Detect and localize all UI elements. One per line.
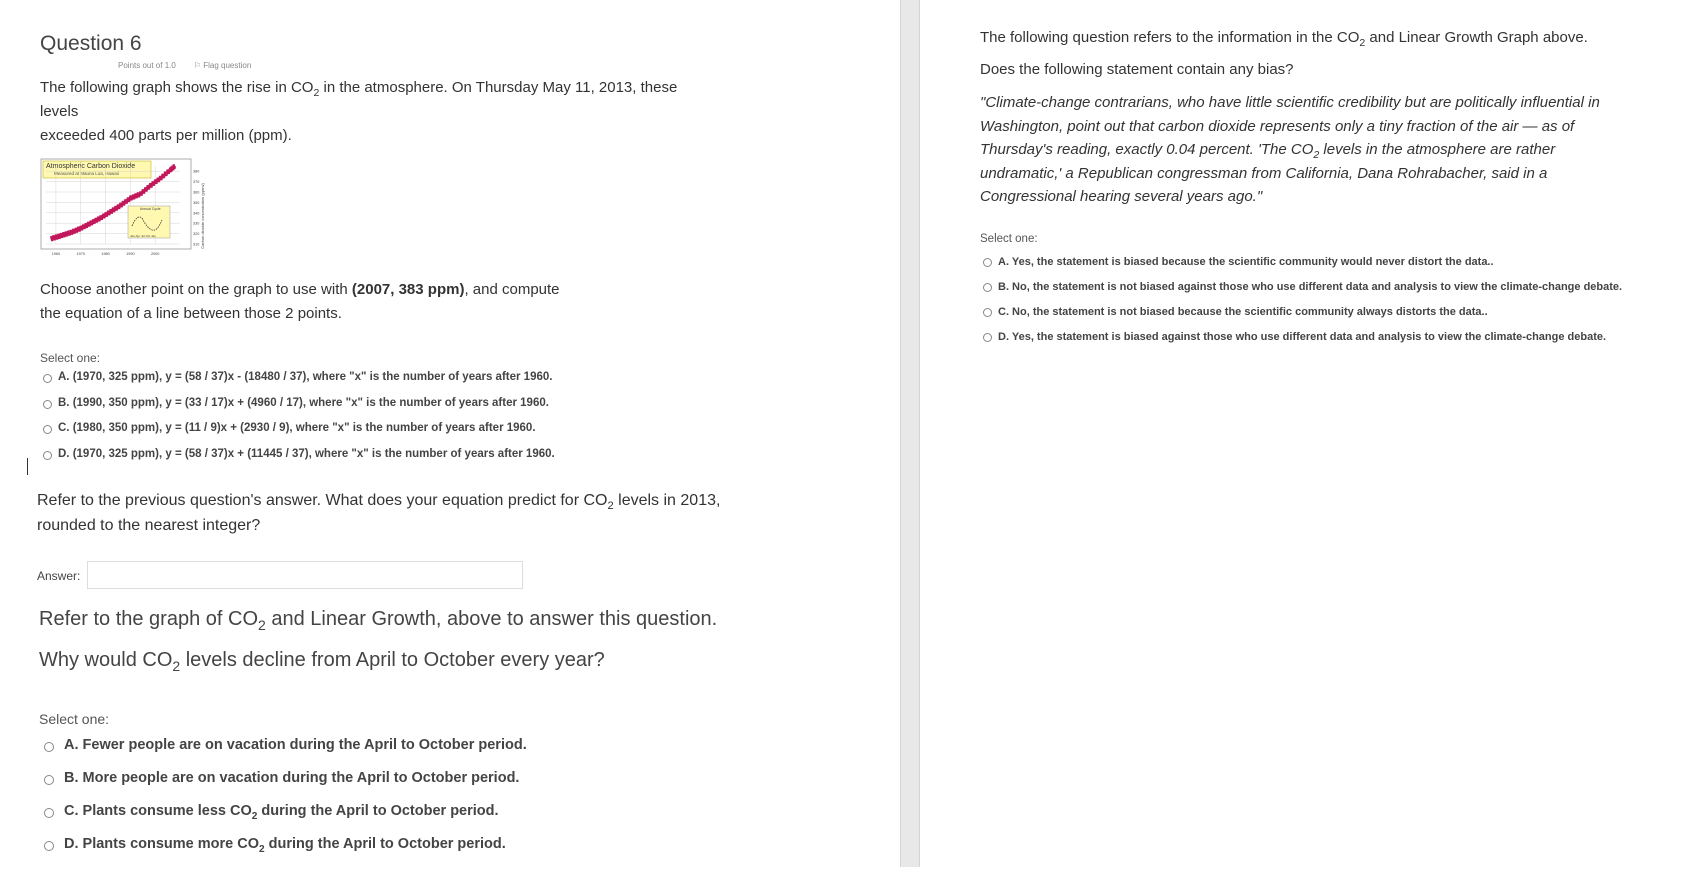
option-label <box>64 737 527 753</box>
intro-sub: 2 <box>313 87 320 99</box>
decline-l1-pre: Refer to the graph of CO <box>39 608 259 630</box>
x-tick-label: 1960 <box>51 252 61 256</box>
decline-l2-sub: 2 <box>172 658 181 674</box>
y-tick-labels <box>193 170 199 247</box>
bias-option-b[interactable] <box>983 279 1663 296</box>
option-label <box>58 422 536 434</box>
bias-option-c[interactable] <box>983 304 1663 321</box>
intro-text-2: in the atmosphere. On Thursday May 11, 2013, these levels <box>40 79 678 120</box>
y-tick-label: 340 <box>193 211 200 216</box>
eq-text-1: Refer to the previous question's answer. What does your equation predict for CO <box>37 492 608 509</box>
y-tick-label: 330 <box>193 221 200 226</box>
decline-option-d[interactable] <box>44 836 527 869</box>
option-text: during the April to October period. <box>257 803 499 819</box>
bias-option-d[interactable] <box>983 329 1663 346</box>
flag-label: Flag question <box>203 61 252 70</box>
y-tick-label: 370 <box>193 180 200 185</box>
x-tick-label: 2000 <box>150 252 160 256</box>
equation-question <box>37 488 737 538</box>
radio-button[interactable] <box>43 374 52 383</box>
bias-quote <box>980 91 1630 209</box>
decline-question-line2 <box>39 648 799 673</box>
option-text: B. More people are on vacation during the April to October period. <box>64 770 520 786</box>
flag-question-link[interactable] <box>194 61 251 70</box>
decline-options <box>44 737 527 869</box>
option-sub: 2 <box>259 843 265 855</box>
co2-chart-svg <box>40 158 208 262</box>
option-label <box>998 279 1622 296</box>
decline-l2-pre: Why would CO <box>39 649 173 671</box>
option-text: D. Yes, the statement is biased against those who use different data and analysis to view the climate-change debate. <box>998 331 1607 343</box>
intro-text-3: exceeded 400 parts per million (ppm). <box>40 127 292 144</box>
radio-button[interactable] <box>43 425 52 434</box>
decline-option-b[interactable] <box>44 770 527 803</box>
question-title: Question 6 <box>40 32 142 55</box>
select-one-label-bias: Select one: <box>980 233 1038 245</box>
prompt-text-1: Choose another point on the graph to use with <box>40 281 352 298</box>
decline-l2-post: levels decline from April to October every year? <box>180 649 605 671</box>
x-tick-label: 1970 <box>76 252 85 256</box>
option-label <box>64 770 519 786</box>
y-tick-label: 350 <box>193 200 200 205</box>
select-one-label-decline: Select one: <box>39 711 110 727</box>
prompt-text-2: , and compute the equation of a line between those 2 points. <box>40 281 560 322</box>
prompt-bold: (2007, 383 ppm) <box>351 281 465 298</box>
radio-button[interactable] <box>983 283 992 292</box>
option-label <box>64 836 506 855</box>
intro-text-1: The following graph shows the rise in CO <box>40 79 314 96</box>
option-text: during the April to October period. <box>264 836 506 852</box>
option-label <box>58 397 549 409</box>
x-tick-labels <box>52 252 160 256</box>
quote-sub: 2 <box>1313 149 1320 161</box>
eq-text-2: levels in 2013, rounded to the nearest integer? <box>37 492 721 534</box>
bias-l1-pre: The following question refers to the information in the CO <box>980 29 1360 46</box>
bias-l1-sub: 2 <box>1359 37 1366 49</box>
radio-button[interactable] <box>983 333 992 342</box>
option-label <box>58 371 552 383</box>
flag-icon: ⚐ <box>193 61 201 70</box>
radio-button[interactable] <box>44 841 54 851</box>
bias-option-a[interactable] <box>983 254 1663 271</box>
option-label <box>998 254 1494 271</box>
radio-button[interactable] <box>983 308 992 317</box>
eq-sub: 2 <box>607 500 614 513</box>
decline-option-c[interactable] <box>44 803 527 836</box>
right-pane <box>920 0 1685 867</box>
question-prompt <box>40 278 560 326</box>
y-tick-label: 380 <box>193 169 200 174</box>
inset-title: Annual Cycle <box>140 207 161 211</box>
bias-l1-post: and Linear Growth Graph above. <box>1365 29 1588 46</box>
quote-post: levels in the atmosphere are rather undramatic,' a Republican congressman from California, Dana Rohrabacher, said in a Congressional hearing several years ago." <box>980 141 1556 205</box>
chart-title: Atmospheric Carbon Dioxide <box>46 163 136 170</box>
option-text: B. (1990, 350 ppm), y = (33 / 17)x + (4960 / 17), where "x" is the number of years after 1960. <box>58 396 549 409</box>
annual-cycle-inset <box>128 206 170 238</box>
q6-option-a[interactable] <box>43 371 555 397</box>
y-axis-label: Carbon dioxide concentration (ppmv) <box>200 183 205 249</box>
question-intro <box>40 76 680 148</box>
quote-pre: "Climate-change contrarians, who have little scientific credibility but are politically influential in Washington, point out that carbon dioxide represents only a tiny fraction of the air — as of Thursday's reading, exactly 0.04 percent. 'The CO <box>980 94 1600 158</box>
inset-months: Jan Apr Jul Oct Jan <box>130 234 157 238</box>
radio-button[interactable] <box>44 775 54 785</box>
option-text: C. No, the statement is not biased because the scientific community always distorts the data.. <box>998 306 1488 318</box>
decline-option-a[interactable] <box>44 737 527 770</box>
y-tick-label: 320 <box>193 232 200 237</box>
co2-chart <box>40 158 208 262</box>
option-text: A. (1970, 325 ppm), y = (58 / 37)x - (18480 / 37), where "x" is the number of years after 1960. <box>58 371 553 383</box>
q6-option-b[interactable] <box>43 397 555 423</box>
option-label <box>998 329 1606 346</box>
bias-intro <box>980 29 1670 49</box>
bias-question: Does the following statement contain any bias? <box>980 61 1294 78</box>
text-cursor <box>27 458 28 475</box>
answer-label: Answer: <box>37 569 81 583</box>
y-tick-label: 360 <box>193 190 200 195</box>
decline-question-line1 <box>39 607 799 632</box>
option-label <box>58 448 555 460</box>
answer-input[interactable] <box>87 561 523 589</box>
x-tick-label: 1980 <box>101 252 110 256</box>
q6-option-c[interactable] <box>43 422 555 448</box>
radio-button[interactable] <box>43 451 52 460</box>
radio-button[interactable] <box>44 808 54 818</box>
option-text: C. (1980, 350 ppm), y = (11 / 9)x + (2930 / 9), where "x" is the number of years after 1960. <box>58 422 536 434</box>
option-sub: 2 <box>251 810 258 822</box>
option-label <box>998 304 1488 321</box>
pane-divider[interactable] <box>900 0 920 867</box>
question6-options <box>43 371 555 473</box>
radio-button[interactable] <box>43 400 52 409</box>
option-label <box>64 803 499 822</box>
option-text: D. (1970, 325 ppm), y = (58 / 37)x + (11445 / 37), where "x" is the number of years after 1960. <box>58 447 555 460</box>
bias-options <box>983 254 1663 354</box>
option-text: A. Fewer people are on vacation during the April to October period. <box>64 737 527 753</box>
option-text: C. Plants consume less CO <box>64 803 252 819</box>
radio-button[interactable] <box>983 258 992 267</box>
select-one-label: Select one: <box>40 351 101 365</box>
y-tick-label: 310 <box>193 242 200 247</box>
option-text: A. Yes, the statement is biased because the scientific community would never distort the data.. <box>998 256 1494 268</box>
chart-subtitle: Measured at Mauna Loa, Hawaii <box>54 171 119 176</box>
points-label: Points out of 1.0 <box>118 61 176 70</box>
decline-l1-post: and Linear Growth, above to answer this question. <box>265 608 718 630</box>
x-tick-label: 1990 <box>126 252 135 256</box>
question-meta <box>118 61 251 70</box>
option-text: D. Plants consume more CO <box>64 836 259 852</box>
radio-button[interactable] <box>44 742 54 752</box>
option-text: B. No, the statement is not biased against those who use different data and analysis to view the climate-change debate. <box>998 281 1623 293</box>
q6-option-d[interactable] <box>43 448 555 474</box>
decline-l1-sub: 2 <box>258 617 266 633</box>
